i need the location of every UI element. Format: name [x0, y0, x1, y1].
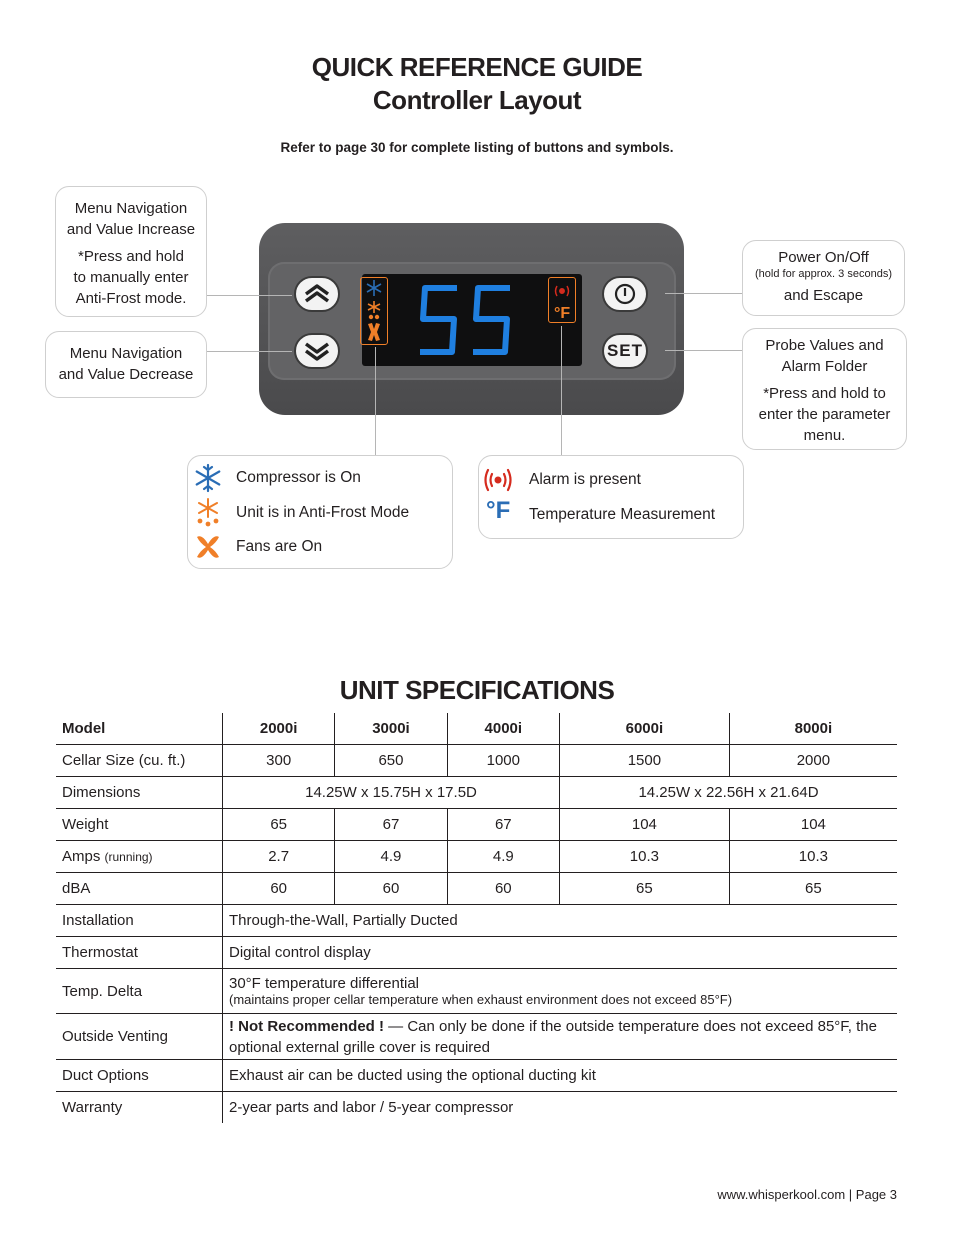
temp-delta-note: (maintains proper cellar temperature when exhaust environment does not exceed 85°F): [229, 992, 733, 1007]
table-cell: [223, 969, 898, 1014]
row-label: [56, 841, 223, 873]
legend-fans-label: Fans are On: [236, 538, 323, 555]
legend-antifrost-label: Unit is in Anti-Frost Mode: [236, 504, 410, 521]
table-cell: 1500: [559, 745, 729, 777]
venting-warning: ! Not Recommended !: [229, 1017, 385, 1035]
table-row: [56, 777, 897, 809]
table-cell: Digital control display: [223, 937, 898, 969]
table-cell: 1000: [447, 745, 559, 777]
table-cell: 2-year parts and labor / 5-year compressor: [229, 1099, 514, 1116]
table-cell: 14.25W x 22.56H x 21.64D: [559, 777, 897, 809]
reference-note: Refer to page 30 for complete listing of buttons and symbols.: [280, 140, 674, 155]
snowflake-icon: [193, 463, 223, 493]
down-button[interactable]: [294, 333, 340, 369]
callout-set-line3: *Press and hold to: [763, 385, 886, 402]
table-cell: 650: [335, 745, 447, 777]
row-label: Outside Venting: [56, 1014, 223, 1060]
table-cell: 14.25W x 15.75H x 17.5D: [223, 777, 560, 809]
connector-up: [207, 295, 292, 296]
page-title: QUICK REFERENCE GUIDE: [311, 52, 643, 82]
set-button[interactable]: SET: [602, 333, 648, 369]
table-cell: 104: [729, 809, 897, 841]
table-row: [56, 969, 897, 1014]
table-cell: Exhaust air can be ducted using the optional ducting kit: [223, 1060, 898, 1092]
table-cell: 65: [559, 873, 729, 905]
table-cell: 300: [223, 745, 335, 777]
table-row: [56, 1092, 897, 1124]
power-button[interactable]: [602, 276, 648, 312]
callout-up-line4: to manually enter: [73, 269, 189, 286]
display-digits: [420, 288, 510, 352]
table-row: [56, 745, 897, 777]
amps-label: Amps: [62, 848, 101, 865]
footer-page-number: Page 3: [855, 1187, 897, 1202]
footer-website: www.whisperkool.com: [717, 1187, 846, 1202]
legend-compressor-label: Compressor is On: [236, 469, 361, 486]
legend-status-icons: [187, 455, 453, 569]
table-cell: 67: [447, 809, 559, 841]
callout-down: [45, 331, 207, 398]
callout-set-line4: enter the parameter: [758, 406, 891, 423]
table-cell: 4.9: [335, 841, 447, 873]
chevron-up-icon: [296, 278, 338, 310]
table-row: [56, 1014, 897, 1060]
amps-sublabel: (running): [104, 850, 153, 864]
temp-delta-value: 30°F temperature differential: [229, 975, 419, 992]
callout-power: [742, 240, 905, 316]
callout-set-line5: menu.: [803, 427, 846, 444]
header-cell: 6000i: [559, 713, 729, 745]
up-button[interactable]: [294, 276, 340, 312]
callout-down-line2: and Value Decrease: [58, 366, 194, 383]
table-cell: 60: [335, 873, 447, 905]
footer-separator: |: [845, 1187, 856, 1202]
table-cell: 2000: [729, 745, 897, 777]
connector-set: [665, 350, 742, 351]
fahrenheit-indicator: °F: [554, 305, 571, 322]
table-cell: 65: [223, 809, 335, 841]
power-icon: [604, 278, 646, 310]
callout-up: [55, 186, 207, 317]
table-cell: 60: [223, 873, 335, 905]
callout-power-line2: (hold for approx. 3 seconds): [755, 268, 892, 280]
header-cell: 3000i: [335, 713, 447, 745]
connector-power: [665, 293, 742, 294]
table-cell: 104: [559, 809, 729, 841]
alarm-icon: [483, 465, 513, 495]
table-cell: 67: [335, 809, 447, 841]
callout-power-line1: Power On/Off: [778, 249, 869, 266]
table-cell: 10.3: [729, 841, 897, 873]
chevron-down-icon: [296, 335, 338, 367]
callout-set-line2: Alarm Folder: [781, 358, 868, 375]
table-row: [56, 1060, 897, 1092]
table-cell: 10.3: [559, 841, 729, 873]
table-cell: 60: [447, 873, 559, 905]
connector-status: [375, 347, 376, 455]
callout-up-line1: Menu Navigation: [74, 200, 188, 217]
row-label: Temp. Delta: [56, 969, 223, 1014]
callout-up-line5: Anti-Frost mode.: [75, 290, 187, 307]
legend-alarm-label: Alarm is present: [529, 471, 641, 488]
callout-up-line2: and Value Increase: [66, 221, 196, 238]
table-row: [56, 809, 897, 841]
connector-alarm: [561, 326, 562, 455]
callout-set: [742, 328, 907, 450]
table-row: [56, 905, 897, 937]
callout-up-line3: *Press and hold: [78, 248, 184, 265]
row-label: dBA: [56, 873, 223, 905]
fan-icon: [193, 532, 223, 562]
legend-indicator-icons: [478, 455, 744, 539]
status-icon-frame: [360, 277, 388, 345]
table-cell: 4.9: [447, 841, 559, 873]
row-label: Warranty: [56, 1092, 223, 1124]
table-row: [56, 937, 897, 969]
row-label: Installation: [56, 905, 223, 937]
table-cell: 65: [729, 873, 897, 905]
table-cell: Through-the-Wall, Partially Ducted: [223, 905, 898, 937]
header-model: Model: [56, 713, 223, 745]
venting-text: — Can only be done if the outside temperature does not exceed 85°F, the optional external grille cover is required: [229, 1017, 877, 1056]
header-cell: 8000i: [729, 713, 897, 745]
header-cell: 2000i: [223, 713, 335, 745]
table-row: [56, 841, 897, 873]
callout-power-line3: and Escape: [783, 287, 864, 304]
fahrenheit-icon: °F: [486, 497, 511, 524]
row-label: Weight: [56, 809, 223, 841]
page-subtitle: Controller Layout: [372, 85, 582, 115]
alarm-icon-frame: [548, 277, 576, 323]
callout-down-line1: Menu Navigation: [69, 345, 183, 362]
row-label: Thermostat: [56, 937, 223, 969]
row-label: Cellar Size (cu. ft.): [56, 745, 223, 777]
page-footer: [717, 1187, 897, 1202]
specs-table: [56, 713, 897, 1123]
row-label: Duct Options: [56, 1060, 223, 1092]
table-header-row: [56, 713, 897, 745]
row-label: Dimensions: [56, 777, 223, 809]
table-cell: 2.7: [223, 841, 335, 873]
table-cell: [223, 1014, 898, 1060]
anti-frost-icon: [193, 497, 223, 527]
legend-temperature-label: Temperature Measurement: [529, 506, 716, 523]
header-cell: 4000i: [447, 713, 559, 745]
table-row: [56, 873, 897, 905]
specs-title: UNIT SPECIFICATIONS: [339, 675, 615, 705]
callout-set-line1: Probe Values and: [765, 337, 884, 354]
connector-down: [207, 351, 292, 352]
